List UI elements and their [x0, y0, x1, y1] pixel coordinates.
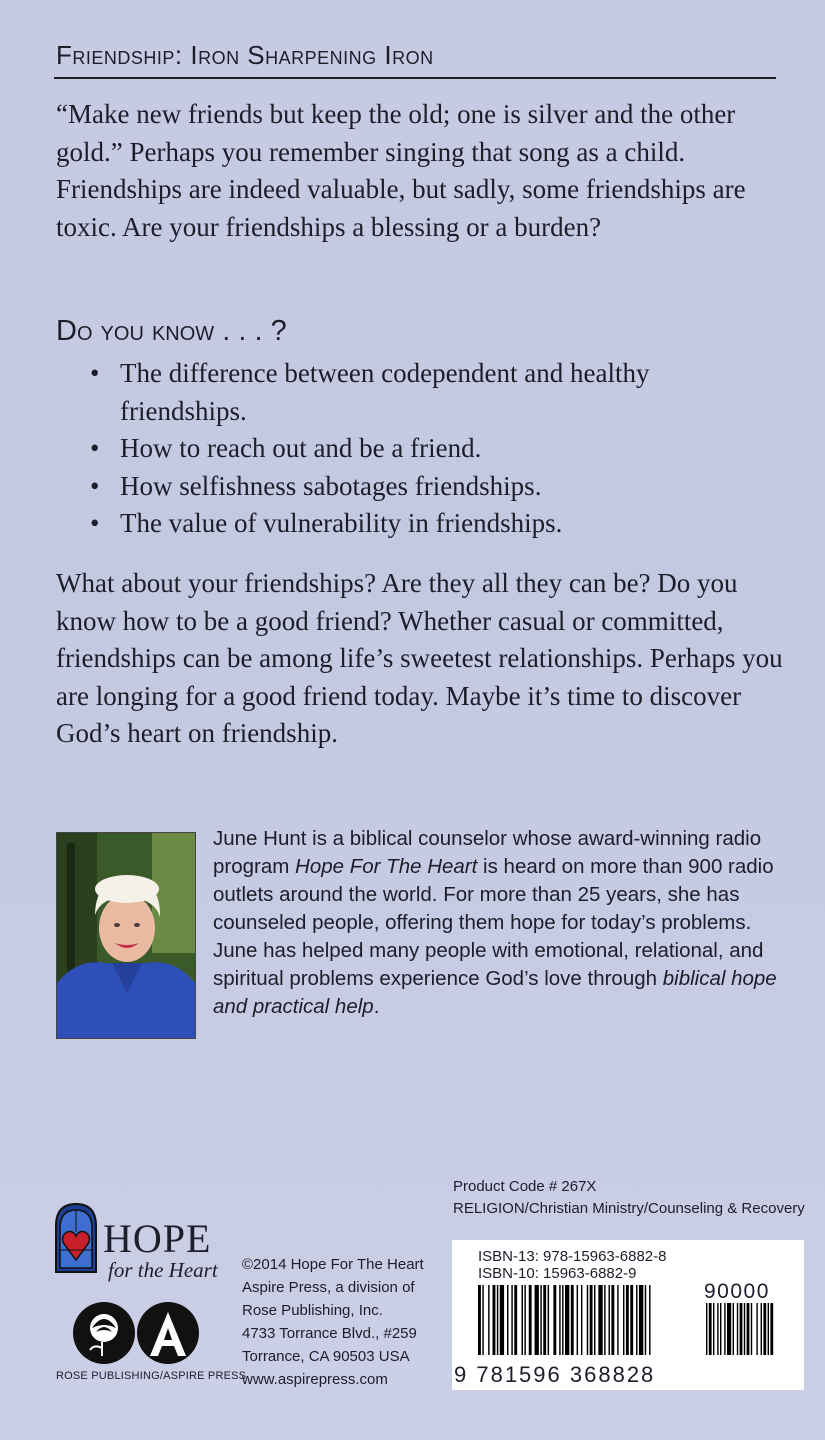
closing-paragraph: What about your friendships? Are they all they can be? Do you know how to be a good friend? Whether casual or committed, friendships can be among life’s sweetest relationships. Perhaps you are longing for a good friend today. Maybe it’s time to discover God’s heart on friendship.: [56, 568, 783, 748]
list-item: • The value of vulnerability in friendships.: [90, 505, 690, 543]
list-item: • How selfishness sabotages friendships.: [90, 468, 690, 506]
stained-glass-heart-icon: [52, 1202, 100, 1274]
list-item: • The difference between codependent and healthy friendships.: [90, 355, 690, 430]
bio-text: is heard on more than 900 radio outlets around the world. For more than 25 years, she has counseled people, offering them hope for today’s problems. June has helped many people with emotional, relational, and spiritual problems experience God’s love through: [213, 855, 774, 990]
rose-aspire-icon: [72, 1300, 202, 1366]
header-divider: [54, 77, 776, 79]
price-code: 90000: [704, 1280, 770, 1303]
list-item: • How to reach out and be a friend.: [90, 430, 690, 468]
rose-publishing-caption: ROSE PUBLISHING/ASPIRE PRESS: [56, 1370, 247, 1382]
bio-emphasis: biblical hope and practical help: [213, 967, 777, 1018]
address-line: Torrance, CA 90503 USA: [242, 1348, 410, 1365]
program-name: Hope For The Heart: [295, 855, 478, 878]
publisher-line: Rose Publishing, Inc.: [242, 1302, 383, 1319]
bio-text: June Hunt is a biblical counselor whose award-winning radio program: [213, 827, 762, 878]
intro-paragraph: “Make new friends but keep the old; one is silver and the other gold.” Perhaps you remember singing that song as a child. Friendships are indeed valuable, but sadly, some friendships are toxic. Are your friendships a blessing or a burden?: [56, 99, 746, 242]
isbn13-label: ISBN-13: 978-15963-6882-8: [478, 1248, 667, 1265]
publisher-address: [242, 1253, 424, 1391]
author-portrait-illustration: [57, 833, 195, 1038]
product-code: Product Code # 267X: [453, 1178, 597, 1195]
website-line: www.aspirepress.com: [242, 1371, 388, 1388]
do-you-know-heading: Do you know . . . ?: [56, 315, 287, 347]
copyright-line: ©2014 Hope For The Heart: [242, 1256, 424, 1273]
isbn10-label: ISBN-10: 15963-6882-9: [478, 1265, 637, 1282]
publisher-line: Aspire Press, a division of: [242, 1279, 415, 1296]
hope-logo: [52, 1202, 100, 1279]
hope-logo-subtext: for the Heart: [108, 1258, 218, 1282]
address-line: 4733 Torrance Blvd., #259: [242, 1325, 417, 1342]
do-you-know-list: [90, 355, 690, 543]
section-title: Friendship: Iron Sharpening Iron: [56, 40, 434, 70]
bio-text: .: [373, 995, 380, 1018]
barcode-digits: 9 781596 368828: [454, 1362, 656, 1387]
hope-logo-text: HOPE: [103, 1216, 212, 1261]
category-label: RELIGION/Christian Ministry/Counseling & Recovery: [453, 1200, 805, 1217]
rose-aspire-logo: [72, 1300, 202, 1371]
author-photo: [56, 832, 196, 1039]
author-bio: [213, 825, 788, 1021]
